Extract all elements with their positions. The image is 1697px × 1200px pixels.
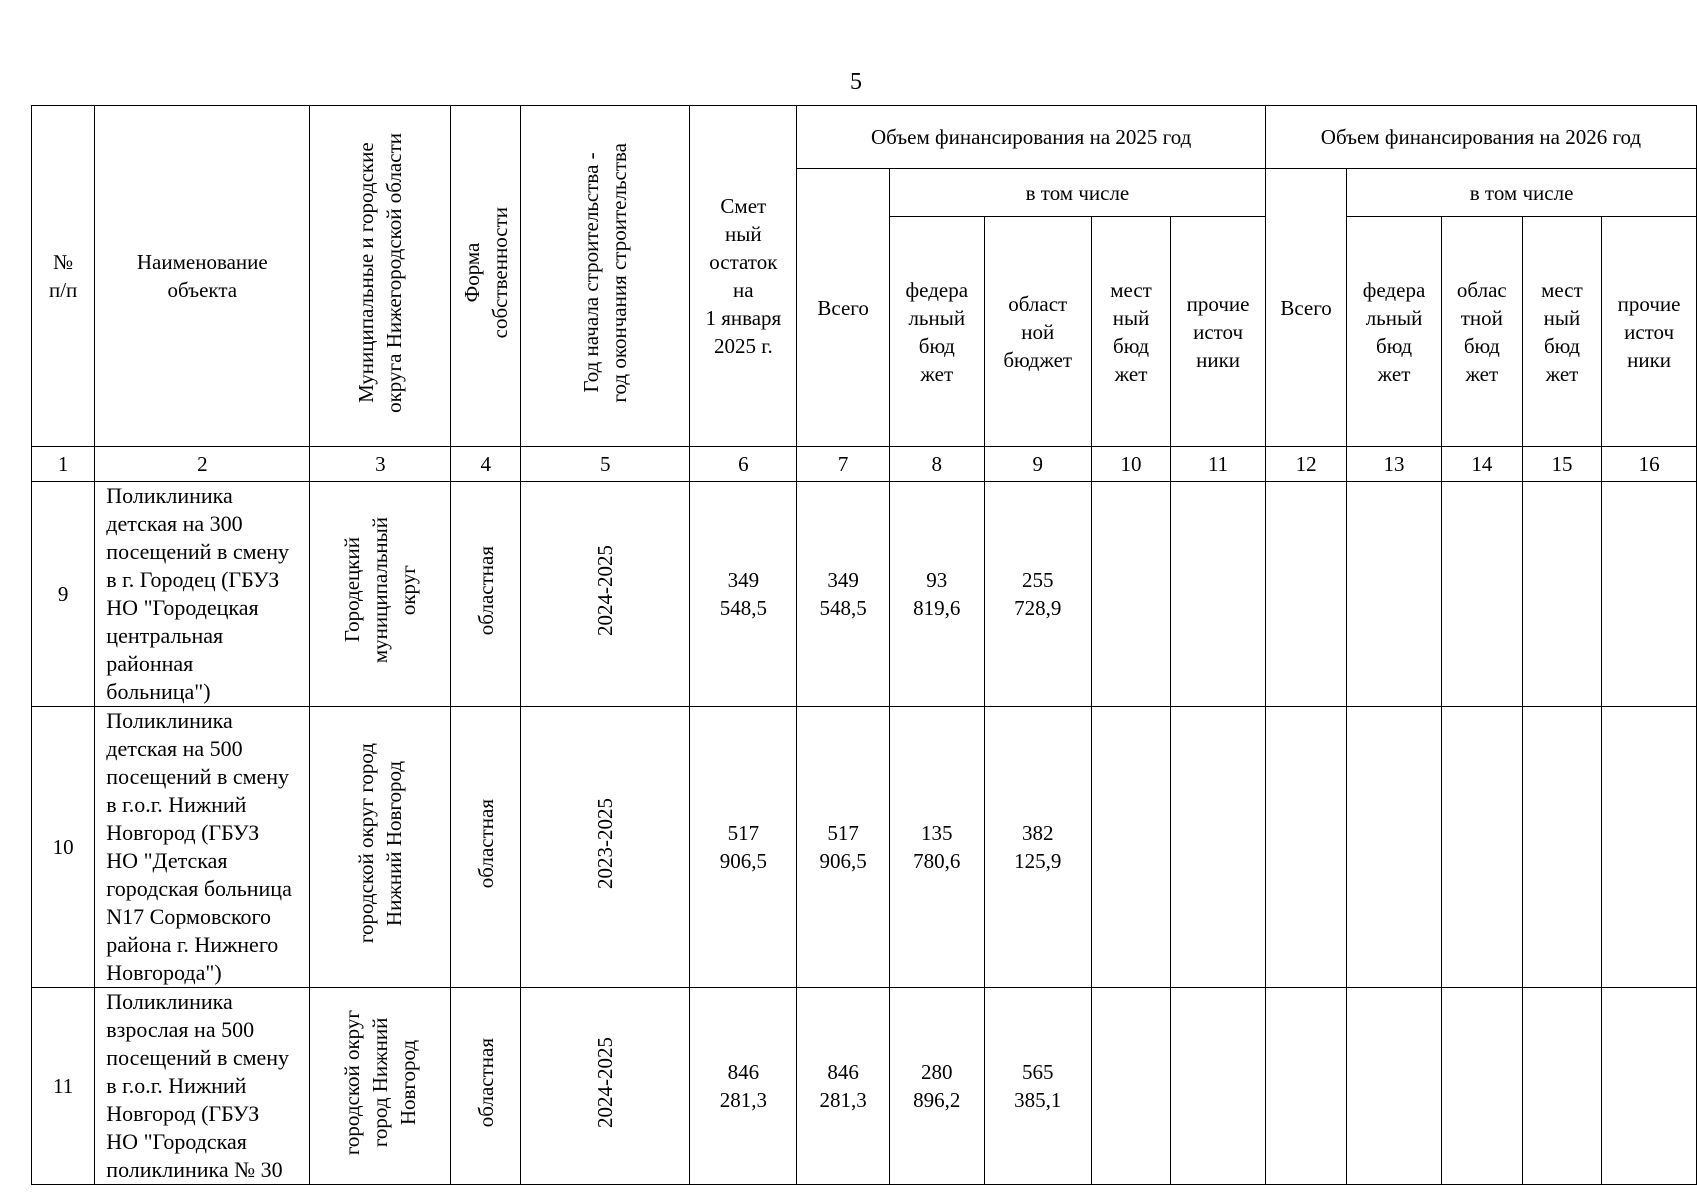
header-local-2025: мест ный бюд жет [1091, 217, 1170, 447]
object-name: Поликлиника детская на 300 посещений в смену в г. Городец (ГБУЗ НО "Городецкая центральная районная больница") [95, 482, 310, 707]
total-2026-cell [1265, 707, 1346, 988]
col-number: 14 [1441, 447, 1522, 482]
header-ownership [451, 106, 521, 447]
federal-2025-cell: 280 896,2 [889, 988, 984, 1185]
ownership-text: областная [473, 798, 498, 889]
table-row [32, 482, 1697, 707]
municipality-cell [310, 482, 451, 707]
col-number: 15 [1522, 447, 1601, 482]
other-2026-cell [1602, 482, 1697, 707]
estimate-cell: 517 906,5 [690, 707, 797, 988]
federal-2025-cell: 93 819,6 [889, 482, 984, 707]
local-2026-cell [1522, 988, 1601, 1185]
estimate-cell: 349 548,5 [690, 482, 797, 707]
other-2026-cell [1602, 988, 1697, 1185]
local-2025-cell [1091, 988, 1170, 1185]
col-number: 6 [690, 447, 797, 482]
municipality-text: Городецкий муниципальный округ [340, 517, 421, 664]
header-total-2026: Всего [1265, 169, 1346, 447]
header-years-text: Год начала строительства - год окончания строительства [579, 142, 632, 403]
years-cell [521, 707, 690, 988]
row-num: 11 [32, 988, 95, 1185]
col-number: 3 [310, 447, 451, 482]
header-federal-2026: федера льный бюд жет [1347, 217, 1442, 447]
regional-2025-cell: 382 125,9 [984, 707, 1091, 988]
regional-2026-cell [1441, 707, 1522, 988]
header-regional-2025: област ной бюджет [984, 217, 1091, 447]
regional-2025-cell: 565 385,1 [984, 988, 1091, 1185]
federal-2025-cell: 135 780,6 [889, 707, 984, 988]
header-including-2026: в том числе [1347, 169, 1697, 217]
municipality-cell [310, 988, 451, 1185]
col-number: 11 [1171, 447, 1266, 482]
local-2025-cell [1091, 482, 1170, 707]
header-estimate: Смет ный остаток на 1 января 2025 г. [690, 106, 797, 447]
total-2026-cell [1265, 482, 1346, 707]
local-2025-cell [1091, 707, 1170, 988]
years-cell [521, 988, 690, 1185]
table-row [32, 707, 1697, 988]
local-2026-cell [1522, 482, 1601, 707]
municipality-text: городской округ город Нижний Новгород [340, 1009, 421, 1156]
header-regional-2026: облас тной бюд жет [1441, 217, 1522, 447]
col-number: 16 [1602, 447, 1697, 482]
header-total-2025: Всего [797, 169, 890, 447]
years-text: 2024-2025 [593, 1037, 618, 1128]
total-2025-cell: 846 281,3 [797, 988, 890, 1185]
other-2025-cell [1171, 988, 1266, 1185]
col-number: 13 [1347, 447, 1442, 482]
ownership-cell [451, 707, 521, 988]
total-2025-cell: 517 906,5 [797, 707, 890, 988]
col-number: 4 [451, 447, 521, 482]
regional-2025-cell: 255 728,9 [984, 482, 1091, 707]
header-federal-2025: федера льный бюд жет [889, 217, 984, 447]
municipality-cell [310, 707, 451, 988]
header-other-2025: прочие источ ники [1171, 217, 1266, 447]
header-ownership-text: Форма собственности [459, 206, 512, 339]
header-group-2026: Объем финансирования на 2026 год [1265, 106, 1696, 169]
header-including-2025: в том числе [889, 169, 1265, 217]
regional-2026-cell [1441, 482, 1522, 707]
col-number: 7 [797, 447, 890, 482]
regional-2026-cell [1441, 988, 1522, 1185]
header-num: № п/п [32, 106, 95, 447]
estimate-cell: 846 281,3 [690, 988, 797, 1185]
header-municipality-text: Муниципальные и городские округа Нижегородской области [354, 132, 407, 413]
header-name: Наименование объекта [95, 106, 310, 447]
col-number: 2 [95, 447, 310, 482]
header-group-2025: Объем финансирования на 2025 год [797, 106, 1266, 169]
municipality-text: городской округ город Нижний Новгород [354, 743, 407, 944]
federal-2026-cell [1347, 482, 1442, 707]
ownership-text: областная [473, 545, 498, 636]
row-num: 10 [32, 707, 95, 988]
col-number: 9 [984, 447, 1091, 482]
other-2025-cell [1171, 707, 1266, 988]
years-cell [521, 482, 690, 707]
object-name: Поликлиника взрослая на 500 посещений в смену в г.о.г. Нижний Новгород (ГБУЗ НО "Городская поликлиника № 30 [95, 988, 310, 1185]
other-2026-cell [1602, 707, 1697, 988]
federal-2026-cell [1347, 707, 1442, 988]
header-other-2026: прочие источ ники [1602, 217, 1697, 447]
header-municipality [310, 106, 451, 447]
financing-table [31, 105, 1697, 1185]
other-2025-cell [1171, 482, 1266, 707]
total-2026-cell [1265, 988, 1346, 1185]
ownership-text: областная [473, 1037, 498, 1128]
col-number: 1 [32, 447, 95, 482]
row-num: 9 [32, 482, 95, 707]
header-years [521, 106, 690, 447]
header-local-2026: мест ный бюд жет [1522, 217, 1601, 447]
col-number: 12 [1265, 447, 1346, 482]
col-number: 8 [889, 447, 984, 482]
object-name: Поликлиника детская на 500 посещений в смену в г.о.г. Нижний Новгород (ГБУЗ НО "Детская городская больница N17 Сормовского района г. Нижнего Новгорода") [95, 707, 310, 988]
years-text: 2024-2025 [593, 545, 618, 636]
ownership-cell [451, 988, 521, 1185]
local-2026-cell [1522, 707, 1601, 988]
years-text: 2023-2025 [593, 798, 618, 889]
federal-2026-cell [1347, 988, 1442, 1185]
table-row [32, 988, 1697, 1185]
total-2025-cell: 349 548,5 [797, 482, 890, 707]
ownership-cell [451, 482, 521, 707]
col-number: 10 [1091, 447, 1170, 482]
col-number: 5 [521, 447, 690, 482]
page-number: 5 [850, 69, 862, 95]
column-number-row [32, 447, 1697, 482]
